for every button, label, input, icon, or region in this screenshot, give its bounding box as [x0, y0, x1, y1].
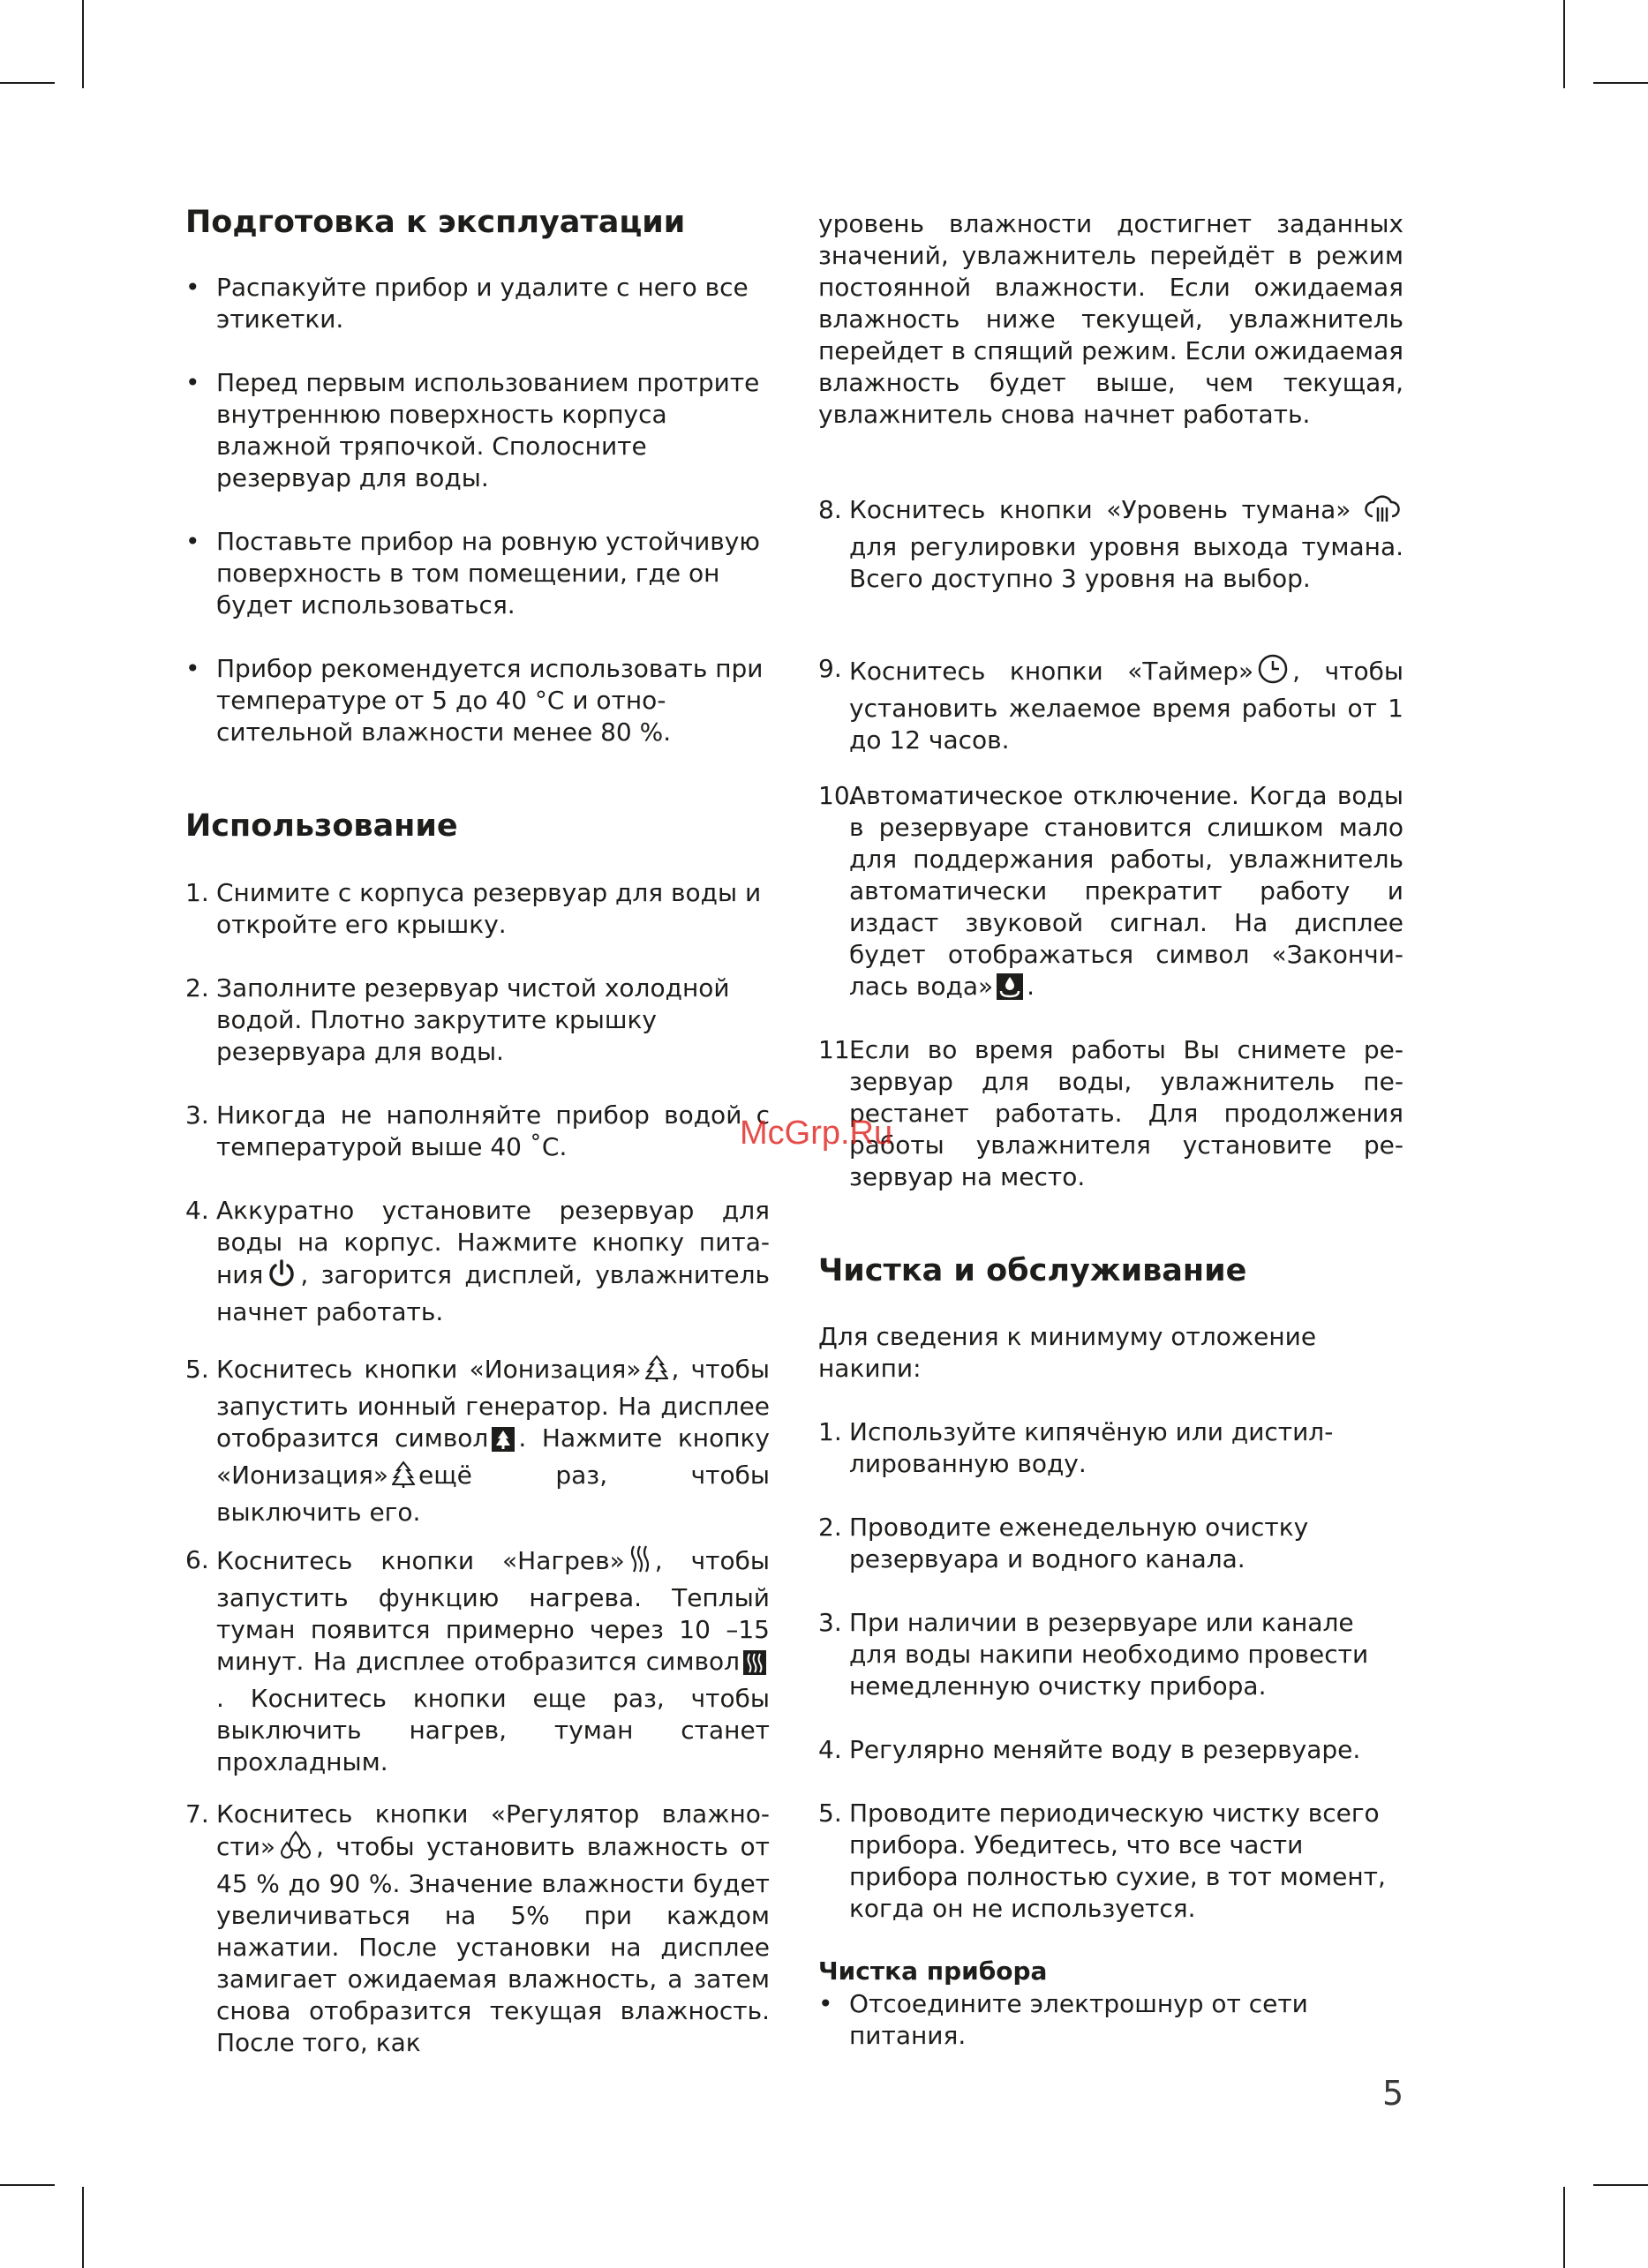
crop-mark: [1593, 2184, 1648, 2186]
bullet: •: [818, 1989, 833, 2018]
crop-mark: [82, 0, 84, 88]
cleaning-intro: Для сведения к минимуму отложение накипи:: [818, 1322, 1317, 1383]
list-item: • Перед первым использованием протрите внутреннюю поверхность корпуса влажной тряпочкой. Сполосните резервуар для воды.: [185, 368, 760, 492]
numbered-item-3: 3. Никогда не наполняйте прибор водой с температурой выше 40 ˚С.: [185, 1100, 770, 1161]
list-item: • Отсоедините электрошнур от сети питания.: [818, 1989, 1308, 2050]
cleaning-item-2: 2. Проводите еженедельную очистку резервуара и водного канала.: [818, 1513, 1309, 1573]
list-item: • Распакуйте прибор и удалите с него все этикетки.: [185, 273, 749, 334]
crop-mark: [82, 2187, 84, 2268]
heating-display-icon: [743, 1650, 766, 1683]
heating-waves-icon: [628, 1544, 651, 1582]
mist-cloud-icon: [1365, 495, 1400, 531]
numbered-item-10: 10. Автоматическое отключение. Когда воды в резервуаре становится слишком мало для поддержания работы, увлажнитель автоматически прекратит работу и издаст звуковой сигнал. На дисплее будет отображаться символ «Закончилась вода» .: [818, 780, 1403, 1008]
list-item: • Поставьте прибор на ровную устойчивую поверхность в том помещении, где он будет использоваться.: [185, 527, 760, 620]
humidity-drops-icon: [279, 1830, 312, 1868]
numbered-item-9: 9. Коснитесь кнопки «Таймер» , чтобы установить желаемое время работы от 1 до 12 часов.: [818, 654, 1403, 755]
numbered-item-6: 6. Коснитесь кнопки «Нагрев» , чтобы запустить функцию нагрева. Теплый туман появится примерно через 10 –15 минут. На дисплее отобразится символ. Коснитесь кнопки еще раз, чтобы выключить нагрев, туман станет прохладным.: [185, 1545, 770, 1776]
bullet: •: [185, 654, 200, 683]
list-item: • Прибор рекомендуется использовать при температуре от 5 до 40 °С и относительной влажности менее 80 %.: [185, 654, 764, 747]
crop-mark: [1593, 82, 1648, 84]
bullet: •: [185, 273, 200, 302]
timer-clock-icon: [1257, 653, 1289, 693]
cleaning-item-5: 5. Проводите периодическую чистку всего прибора. Убедитесь, что все части прибора полностью сухие, в тот момент, когда он не используется.: [818, 1799, 1386, 1923]
ionization-tree-icon: [392, 1461, 415, 1497]
numbered-item-4: 4. Аккуратно установите резервуар для воды на корпус. Нажмите кнопку питания , загорится дисплей, увлажнитель начнет работать.: [185, 1196, 770, 1326]
section-title-preparation: Подготовка к эксплуатации: [185, 205, 686, 240]
bullet: •: [185, 368, 200, 397]
bullet: •: [185, 527, 200, 556]
ionization-tree-icon: [645, 1355, 668, 1391]
subsection-title-device-cleaning: Чистка прибора: [818, 1956, 1048, 1986]
numbered-item-8: 8. Коснитесь кнопки «Уровень тумана» для регулировки уровня выхода тумана. Всего доступно 3 уровня на выбор.: [818, 495, 1403, 593]
numbered-item-2: 2. Заполните резервуар чистой холодной водой. Плотно закрутите крышку резервуара для воды.: [185, 973, 730, 1066]
page-number: 5: [1382, 2074, 1404, 2113]
numbered-item-5: 5. Коснитесь кнопки «Ионизация» , чтобы запустить ионный генератор. На дисплее отобразится символ . Нажмите кнопку «Ионизация» ещё раз, чтобы выключить его.: [185, 1355, 770, 1527]
power-icon: [267, 1258, 297, 1296]
crop-mark: [1563, 2187, 1565, 2268]
crop-mark: [0, 2184, 55, 2186]
crop-mark: [1563, 0, 1565, 88]
section-title-usage: Использование: [185, 808, 458, 844]
numbered-item-7: 7. Коснитесь кнопки «Регулятор влажности» , чтобы установить влажность от 45 % до 90 %. Значение влажности будет увеличиваться на 5% при каждом нажатии. После установки на дисплее замигает ожидаемая влажность, а затем снова отобразится текущая влажность. После того, как: [185, 1799, 770, 2057]
numbered-item-1: 1. Снимите с корпуса резервуар для воды и откройте его крышку.: [185, 878, 762, 939]
ionization-display-icon: [492, 1427, 515, 1460]
cleaning-item-4: 4. Регулярно меняйте воду в резервуаре.: [818, 1735, 1361, 1764]
item-7-continuation: уровень влажности достигнет заданных значений, увлажнитель перейдёт в режим постоянной влажности. Если ожидаемая влажность ниже текущей, увлажнитель перейдет в спящий режим. Если ожидаемая влажность будет выше, чем текущая, увлажнитель снова начнет работать.: [818, 209, 1403, 429]
no-water-display-icon: [997, 973, 1023, 1008]
watermark: McGrp.Ru: [740, 1115, 893, 1152]
numbered-item-11: 11. Если во время работы Вы снимете резервуар для воды, увлажнитель перестанет работать. Для продолжения работы увлажнителя установите резервуар на место.: [818, 1035, 1403, 1191]
section-title-cleaning: Чистка и обслуживание: [818, 1253, 1247, 1288]
cleaning-item-3: 3. При наличии в резервуаре или канале для воды накипи необходимо провести немедленную очистку прибора.: [818, 1608, 1369, 1701]
crop-mark: [0, 82, 55, 84]
cleaning-item-1: 1. Используйте кипячёную или дистиллированную воду.: [818, 1417, 1334, 1478]
